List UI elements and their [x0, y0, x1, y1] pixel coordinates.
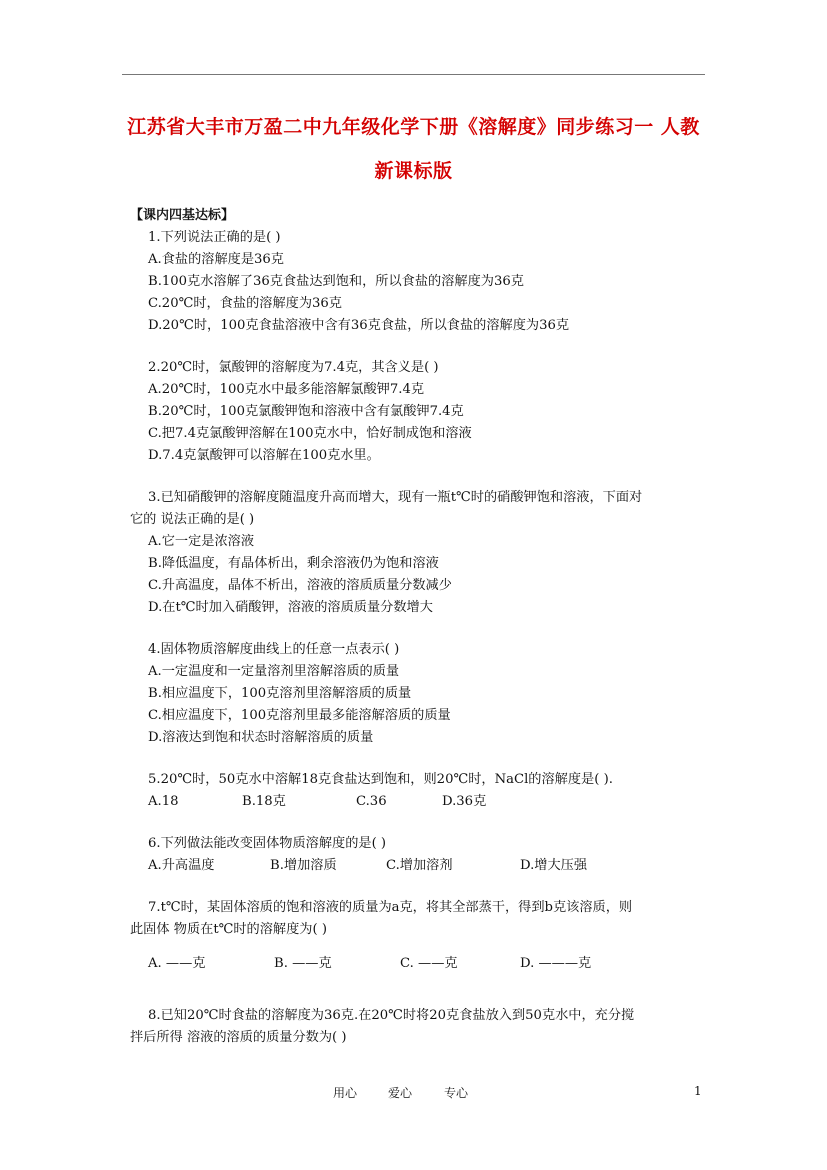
document-title-line2: 新课标版: [374, 160, 453, 182]
spacer: [130, 467, 710, 487]
option-d: D.在t℃时加入硝酸钾，溶液的溶质质量分数增大: [148, 600, 433, 615]
question-stem-line2: 拌后所得 溶液的溶质的质量分数为( ): [130, 1030, 347, 1045]
question-stem-line1: 3.已知硝酸钾的溶解度随温度升高而增大，现有一瓶t℃时的硝酸钾饱和溶液，下面对: [148, 490, 643, 505]
question-6: [130, 833, 710, 877]
footer-slogan-3: 专心: [444, 1086, 469, 1100]
option-b: B.增加溶质: [270, 858, 337, 873]
question-8: [130, 1005, 710, 1049]
option-c: C. ——克: [400, 956, 458, 971]
option-a: A.18: [148, 794, 179, 809]
question-stem: 1.下列说法正确的是( ): [148, 230, 281, 245]
spacer: [130, 337, 710, 357]
option-a: A.它一定是浓溶液: [148, 534, 255, 549]
option-c: C.20℃时，食盐的溶解度为36克: [148, 296, 342, 311]
question-stem: 2.20℃时，氯酸钾的溶解度为7.4克，其含义是( ): [148, 360, 439, 375]
question-7: [130, 897, 710, 975]
option-d: D. ———克: [520, 956, 592, 971]
option-d: D.36克: [442, 794, 487, 809]
option-d: D.7.4克氯酸钾可以溶解在100克水里。: [148, 448, 380, 463]
question-2: [130, 357, 710, 467]
option-a: A. ——克: [148, 956, 206, 971]
option-b: B.降低温度，有晶体析出，剩余溶液仍为饱和溶液: [148, 556, 439, 571]
spacer: [130, 813, 710, 833]
section-heading: 【课内四基达标】: [130, 208, 235, 223]
question-4: [130, 639, 710, 749]
question-stem-line1: 8.已知20℃时食盐的溶解度为36克.在20℃时将20克食盐放入到50克水中，充分搅: [148, 1008, 635, 1023]
option-c: C.把7.4克氯酸钾溶解在100克水中，恰好制成饱和溶液: [148, 426, 472, 441]
footer-slogan-1: 用心: [333, 1086, 358, 1100]
option-c: C.相应温度下，100克溶剂里最多能溶解溶质的质量: [148, 708, 451, 723]
option-c: C.增加溶剂: [386, 858, 453, 873]
question-1: [130, 227, 710, 337]
question-stem-line2: 此固体 物质在t℃时的溶解度为( ): [130, 922, 327, 937]
options-row: [130, 791, 710, 813]
option-c: C.升高温度，晶体不析出，溶液的溶质质量分数减少: [148, 578, 452, 593]
option-d: D.溶液达到饱和状态时溶解溶质的质量: [148, 730, 374, 745]
option-b: B.相应温度下，100克溶剂里溶解溶质的质量: [148, 686, 412, 701]
spacer: [130, 975, 710, 1005]
option-a: A.20℃时，100克水中最多能溶解氯酸钾7.4克: [148, 382, 425, 397]
option-d: D.增大压强: [520, 858, 588, 873]
spacer: [130, 749, 710, 769]
option-b: B.18克: [242, 794, 286, 809]
question-stem: 5.20℃时，50克水中溶解18克食盐达到饱和，则20℃时，NaCl的溶解度是( ).: [148, 772, 613, 787]
content-body: [130, 205, 710, 1049]
options-row: [130, 855, 710, 877]
page-footer: [0, 1084, 827, 1104]
option-b: B.100克水溶解了36克食盐达到饱和，所以食盐的溶解度为36克: [148, 274, 524, 289]
header-rule: [122, 74, 705, 75]
question-5: [130, 769, 710, 813]
document-title-line1: 江苏省大丰市万盈二中九年级化学下册《溶解度》同步练习一 人教: [127, 116, 700, 138]
option-a: A.一定温度和一定量溶剂里溶解溶质的质量: [148, 664, 400, 679]
option-b: B. ——克: [274, 956, 332, 971]
question-3: [130, 487, 710, 619]
question-stem-line2: 它的 说法正确的是( ): [130, 512, 255, 527]
question-stem: 6.下列做法能改变固体物质溶解度的是( ): [148, 836, 387, 851]
spacer: [130, 619, 710, 639]
options-row: [130, 953, 710, 975]
option-b: B.20℃时，100克氯酸钾饱和溶液中含有氯酸钾7.4克: [148, 404, 464, 419]
question-stem-line1: 7.t℃时，某固体溶质的饱和溶液的质量为a克，将其全部蒸干，得到b克该溶质，则: [148, 900, 633, 915]
question-stem: 4.固体物质溶解度曲线上的任意一点表示( ): [148, 642, 400, 657]
page-number: 1: [694, 1084, 702, 1098]
spacer: [130, 941, 710, 953]
spacer: [130, 877, 710, 897]
option-c: C.36: [356, 794, 387, 809]
option-a: A.升高温度: [148, 858, 215, 873]
footer-slogan-2: 爱心: [388, 1086, 413, 1100]
option-d: D.20℃时，100克食盐溶液中含有36克食盐，所以食盐的溶解度为36克: [148, 318, 570, 333]
option-a: A.食盐的溶解度是36克: [148, 252, 284, 267]
